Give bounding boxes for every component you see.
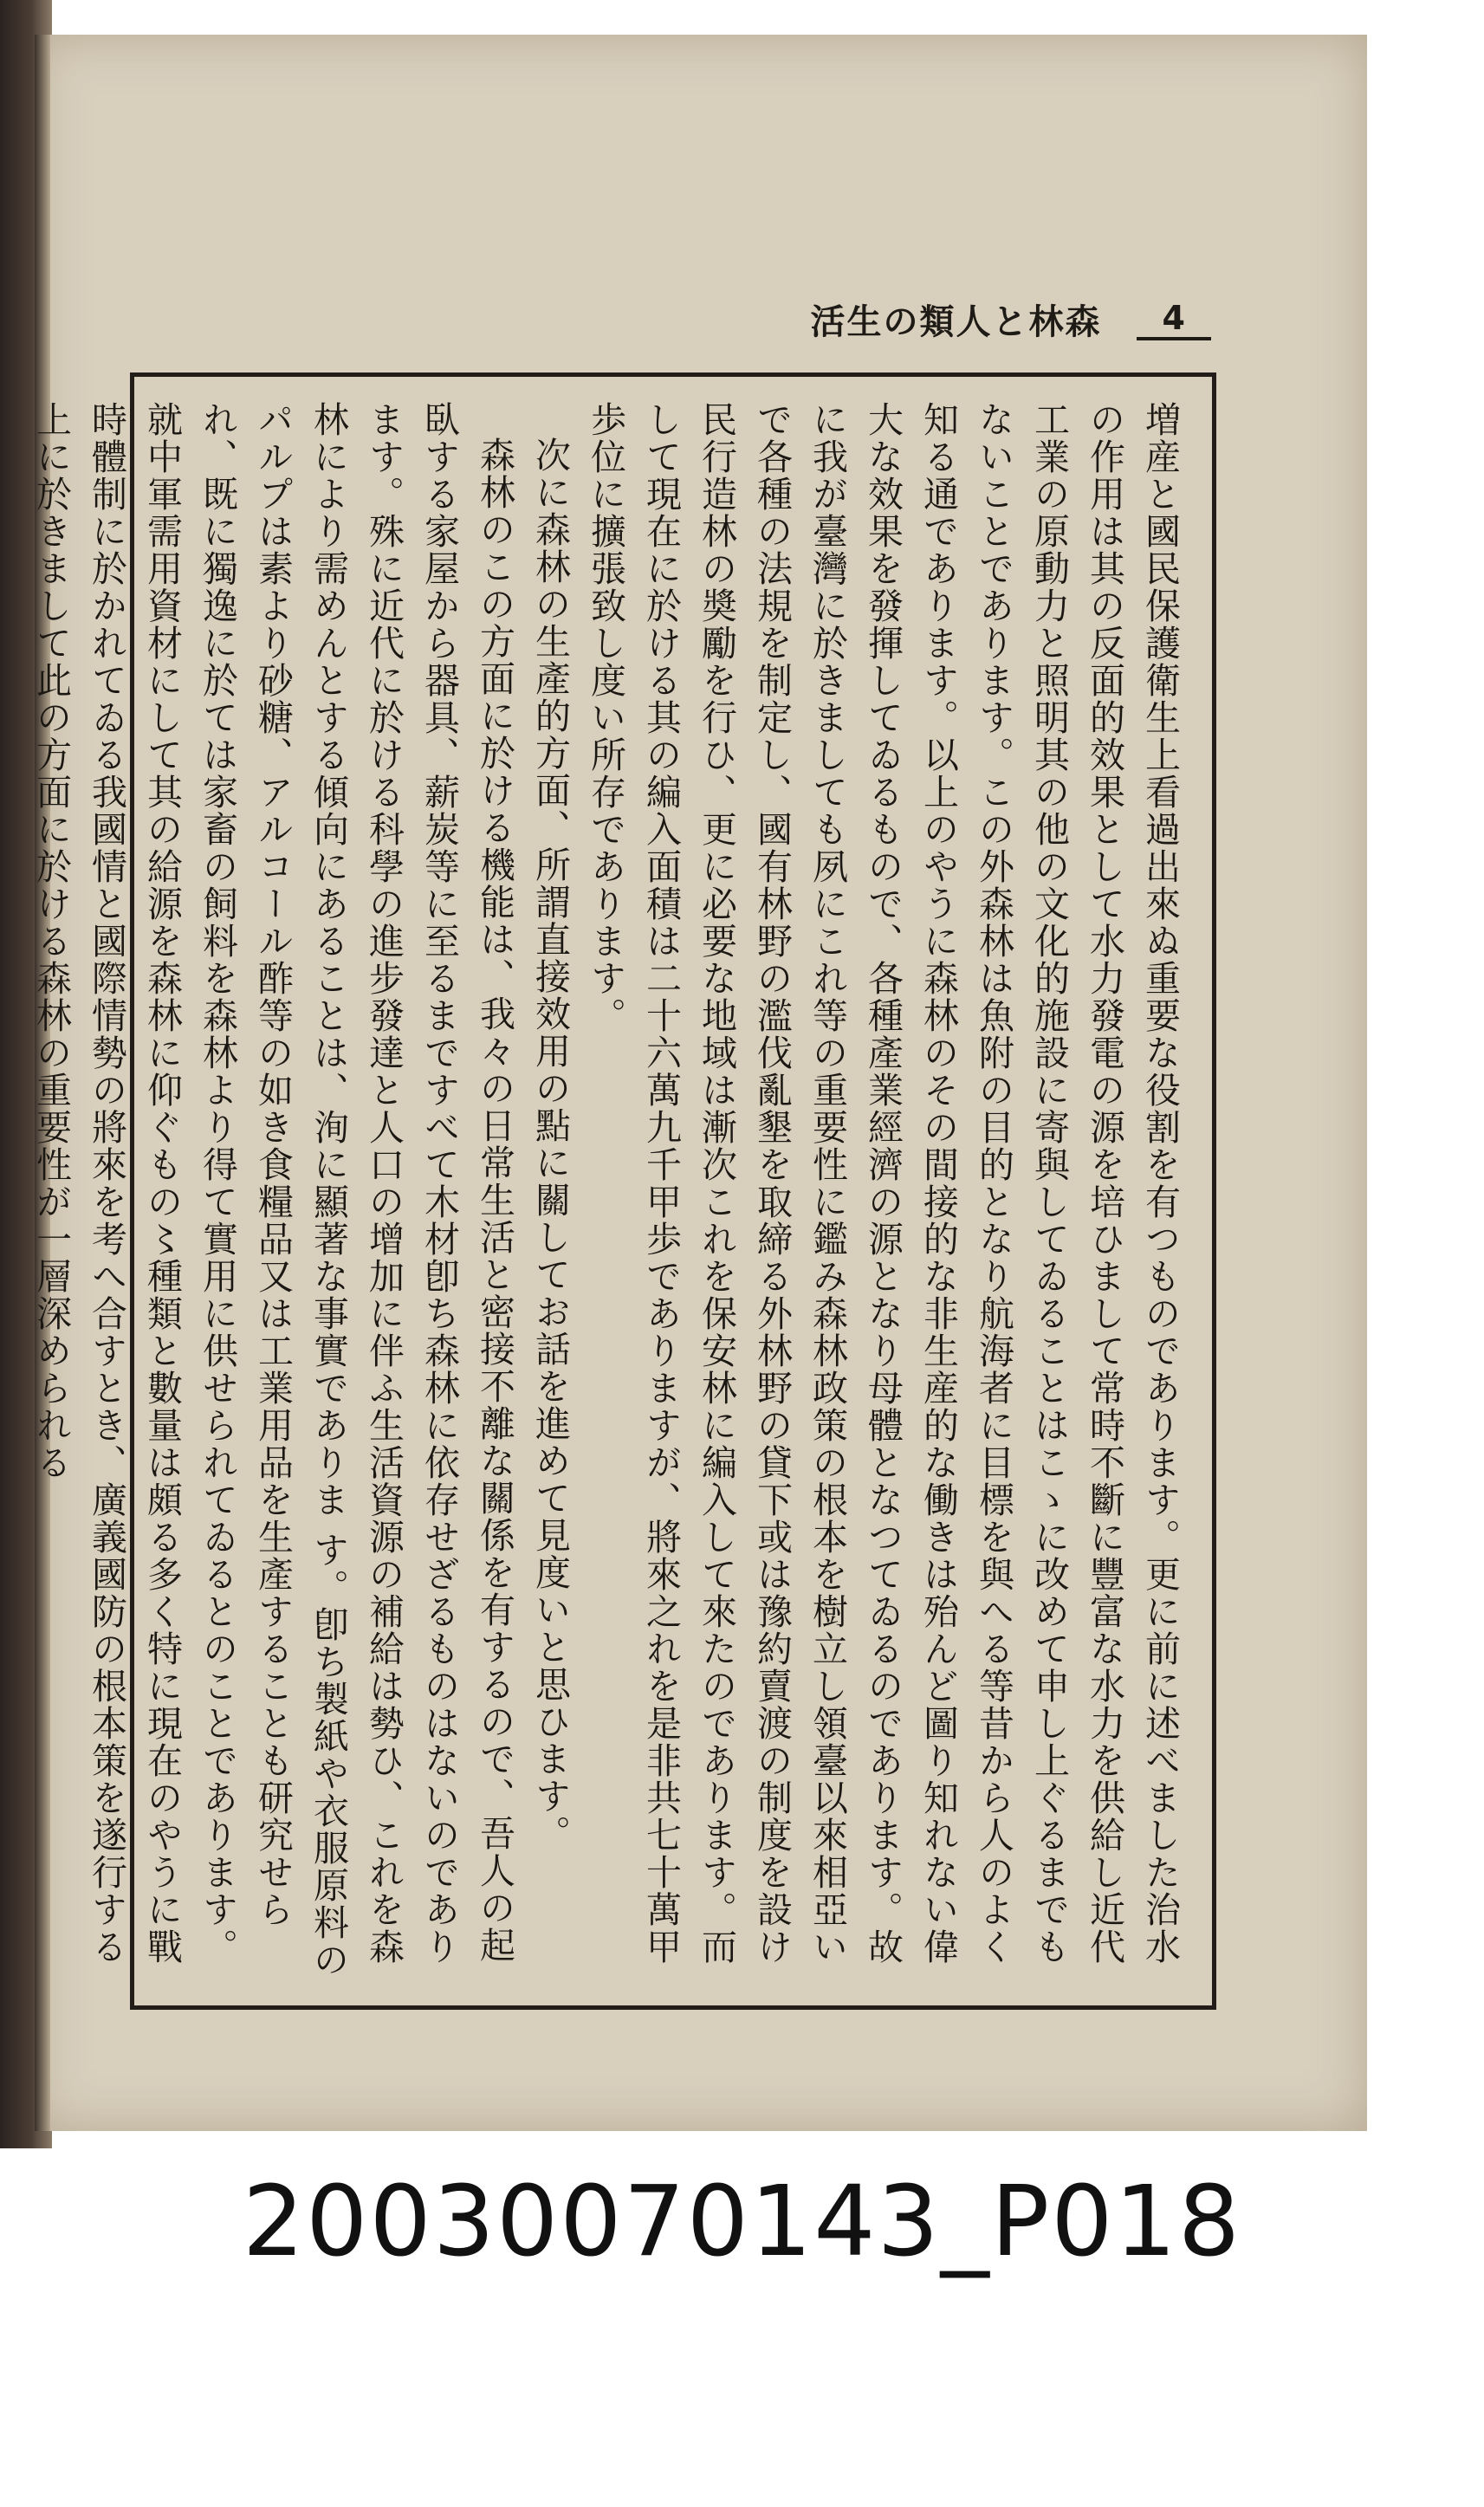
text-frame — [30, 372, 1216, 2010]
paragraph-2: 次に森林の生產的方面、所謂直接效用の點に關してお話を進めて見度いと思ひます。 — [529, 437, 571, 1852]
running-title: 活生の類人と林森 — [810, 302, 1102, 342]
page-number: 4 — [1137, 299, 1211, 340]
running-header — [811, 295, 1211, 344]
paragraph-1: 増産と國民保護衛生上看過出來ぬ重要な役割を有つものであります。更に前に述べました治水の作用は其の反面的效果として水力發電の源を培ひまして常時不斷に豐富な水力を供給し近代工業の原動力と照明其の他の文化的施設に寄與してゐることはこゝに改めて申し上ぐるまでもないことであります。この外森林は魚附の目的となり航海者に目標を與へる等昔から人のよく知る通であります。以上のやうに森林のその間接的な非生産的な働きは殆んど圖り知れない偉大な效果を發揮してゐるもので、各種產業經濟の源となり母體となつてゐるのであります。故に我が臺灣に於きましても夙にこれ等の重要性に鑑み森林政策の根本を樹立し領臺以來相亞いで各種の法規を制定し、國有林野の濫伐亂墾を取締る外林野の貸下或は豫約賣渡の制度を設け民行造林の奬勵を行ひ、更に必要な地域は漸次これを保安林に編入して來たのであります。而して現在に於ける其の編入面積は二十六萬九千甲歩でありますが、將來之れを是非共七十萬甲歩位に擴張致し度い所存であります。 — [585, 401, 1181, 1966]
image-caption: 20030070143_P018 — [242, 2166, 1242, 2278]
paragraph-3: 森林のこの方面に於ける機能は、我々の日常生活と密接不離な關係を有するので、吾人の起臥する家屋から器具、薪炭等に至るまですべて木材卽ち森林に依存せざるものはないのであります。殊に近代に於ける科學の進步發達と人口の增加に伴ふ生活資源の補給は勢ひ、これを森林により需めんとする傾向にあることは、洵に顯著な事實でありま す。卽ち製紙や衣服原料のパルプは素より砂糖、アルコール酢等の如き食糧品又は工業用品を生產することも研究せられ、既に獨逸に於ては家畜の飼料を森林より得て實用に供せられてゐるとのことであります。就中軍需用資材にして其の給源を森林に仰ぐもの〻種類と數量は頗る多く特に現在のやうに戰時體制に於かれてゐる我國情と國際情勢の將來を考へ合すとき、廣義國防の根本策を遂行する上に於きまして此の方面に於ける森林の重要性が一層深められる — [30, 401, 515, 1979]
body-text — [30, 401, 1188, 1981]
book-page — [30, 35, 1367, 2131]
